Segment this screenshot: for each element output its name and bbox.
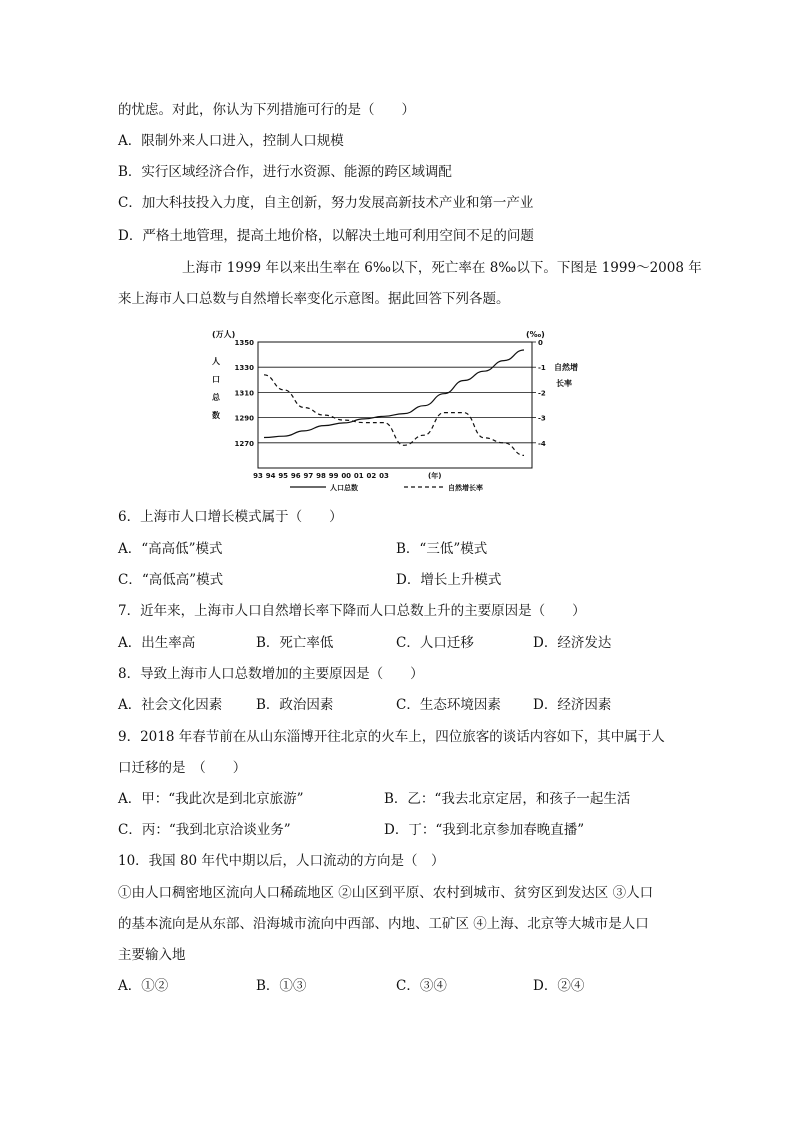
q9-option-d: D．丁：“我到北京参加春晚直播”	[384, 822, 585, 838]
q6-stem: 6．上海市人口增长模式属于（ ）	[118, 509, 343, 525]
q9-option-b: B．乙：“我去北京定居，和孩子一起生活	[384, 791, 631, 807]
population-chart	[204, 326, 604, 496]
q7-option-d: D．经济发达	[533, 635, 612, 651]
right-tick-label: -2	[538, 389, 546, 398]
q10-option-a: A．①②	[118, 978, 169, 994]
x-axis-suffix: (年)	[428, 472, 442, 480]
plot-frame	[258, 342, 532, 468]
q6-option-b: B．“三低”模式	[396, 541, 488, 557]
left-tick-label: 1270	[234, 439, 254, 448]
left-axis-label-char: 口	[212, 375, 220, 384]
right-tick-label: -3	[538, 414, 546, 423]
q10-body-line-2: 的基本流向是从东部、沿海城市流向中西部、内地、工矿区 ④上海、北京等大城市是人口	[118, 916, 649, 932]
left-tick-label: 1310	[234, 389, 254, 398]
q6-option-a: A．“高高低”模式	[118, 541, 223, 557]
q7-option-b: B．死亡率低	[256, 635, 334, 651]
x-tick-label: 94	[265, 472, 276, 480]
left-axis-label	[212, 356, 221, 420]
q10-option-b: B．①③	[256, 978, 307, 994]
right-axis-label-2: 长率	[556, 379, 572, 388]
right-unit-label: (‰)	[526, 330, 545, 339]
right-tick-label: -4	[538, 439, 546, 448]
x-tick-label: 99	[328, 472, 339, 480]
q6-option-d: D．增长上升模式	[396, 572, 502, 588]
legend-dashed-label: 自然增长率	[448, 484, 483, 492]
q7-option-c: C．人口迁移	[396, 635, 474, 651]
x-tick-label: 03	[379, 472, 389, 480]
q10-option-d: D．②④	[533, 978, 585, 994]
q7-option-a: A．出生率高	[118, 635, 196, 651]
option-c: C．加大科技投入力度，自主创新，努力发展高新技术产业和第一产业	[118, 195, 534, 211]
right-axis-label-1: 自然增	[554, 363, 578, 372]
option-b: B．实行区域经济合作，进行水资源、能源的跨区域调配	[118, 164, 452, 180]
q10-stem: 10．我国 80 年代中期以后，人口流动的方向是（ ）	[118, 853, 445, 869]
x-tick-label: 98	[316, 472, 326, 480]
q8-stem: 8．导致上海市人口总数增加的主要原因是（ ）	[118, 666, 424, 682]
q8-option-a: A．社会文化因素	[118, 697, 223, 713]
q9-stem-line-2: 口迁移的是 （ ）	[118, 760, 247, 776]
q6-option-c: C．“高低高”模式	[118, 572, 224, 588]
left-unit-label: (万人)	[212, 330, 236, 339]
left-axis-label-char: 人	[212, 357, 220, 366]
option-a: A．限制外来人口进入，控制人口规模	[118, 133, 344, 149]
left-axis-label-char: 总	[212, 393, 220, 402]
x-tick-label: 96	[290, 472, 301, 480]
q9-stem-line-1: 9．2018 年春节前在从山东淄博开往北京的火车上，四位旅客的谈话内容如下，其中属于人	[118, 729, 665, 745]
x-tick-label: 93	[253, 472, 263, 480]
x-tick-label: 02	[366, 472, 377, 480]
left-tick-label: 1350	[234, 339, 254, 347]
intro-line-1: 上海市 1999 年以来出生率在 6‰以下，死亡率在 8‰以下。下图是 1999～2008 年	[182, 260, 702, 276]
q10-option-c: C．③④	[396, 978, 447, 994]
left-tick-label: 1330	[234, 364, 254, 373]
q10-body-line-1: ①由人口稠密地区流向人口稀疏地区 ②山区到平原、农村到城市、贫穷区到发达区 ③人口	[118, 885, 654, 901]
q8-option-b: B．政治因素	[256, 697, 334, 713]
left-tick-label: 1290	[234, 414, 254, 423]
population-line	[264, 350, 524, 438]
q9-option-a: A．甲：“我此次是到北京旅游”	[118, 791, 304, 807]
q7-stem: 7．近年来，上海市人口自然增长率下降而人口总数上升的主要原因是（ ）	[118, 603, 586, 619]
left-axis-label-char: 数	[212, 411, 220, 420]
legend-solid-label: 人口总数	[330, 484, 358, 492]
intro-line-2: 来上海市人口总数与自然增长率变化示意图。据此回答下列各题。	[118, 291, 510, 307]
x-tick-label: 00	[341, 472, 352, 480]
q10-body-line-3: 主要输入地	[118, 947, 186, 963]
q9-option-c: C．丙：“我到北京洽谈业务”	[118, 822, 291, 838]
x-tick-label: 01	[353, 472, 364, 480]
option-d: D．严格土地管理，提高土地价格，以解决土地可利用空间不足的问题	[118, 228, 534, 244]
q8-option-c: C．生态环境因素	[396, 697, 501, 713]
x-tick-label: 95	[278, 472, 289, 480]
x-tick-label: 97	[303, 472, 314, 480]
q8-option-d: D．经济因素	[533, 697, 612, 713]
right-tick-label: -1	[538, 364, 546, 373]
right-tick-label: 0	[538, 339, 543, 347]
question-continuation: 的忧虑。对此，你认为下列措施可行的是（ ）	[118, 102, 415, 118]
